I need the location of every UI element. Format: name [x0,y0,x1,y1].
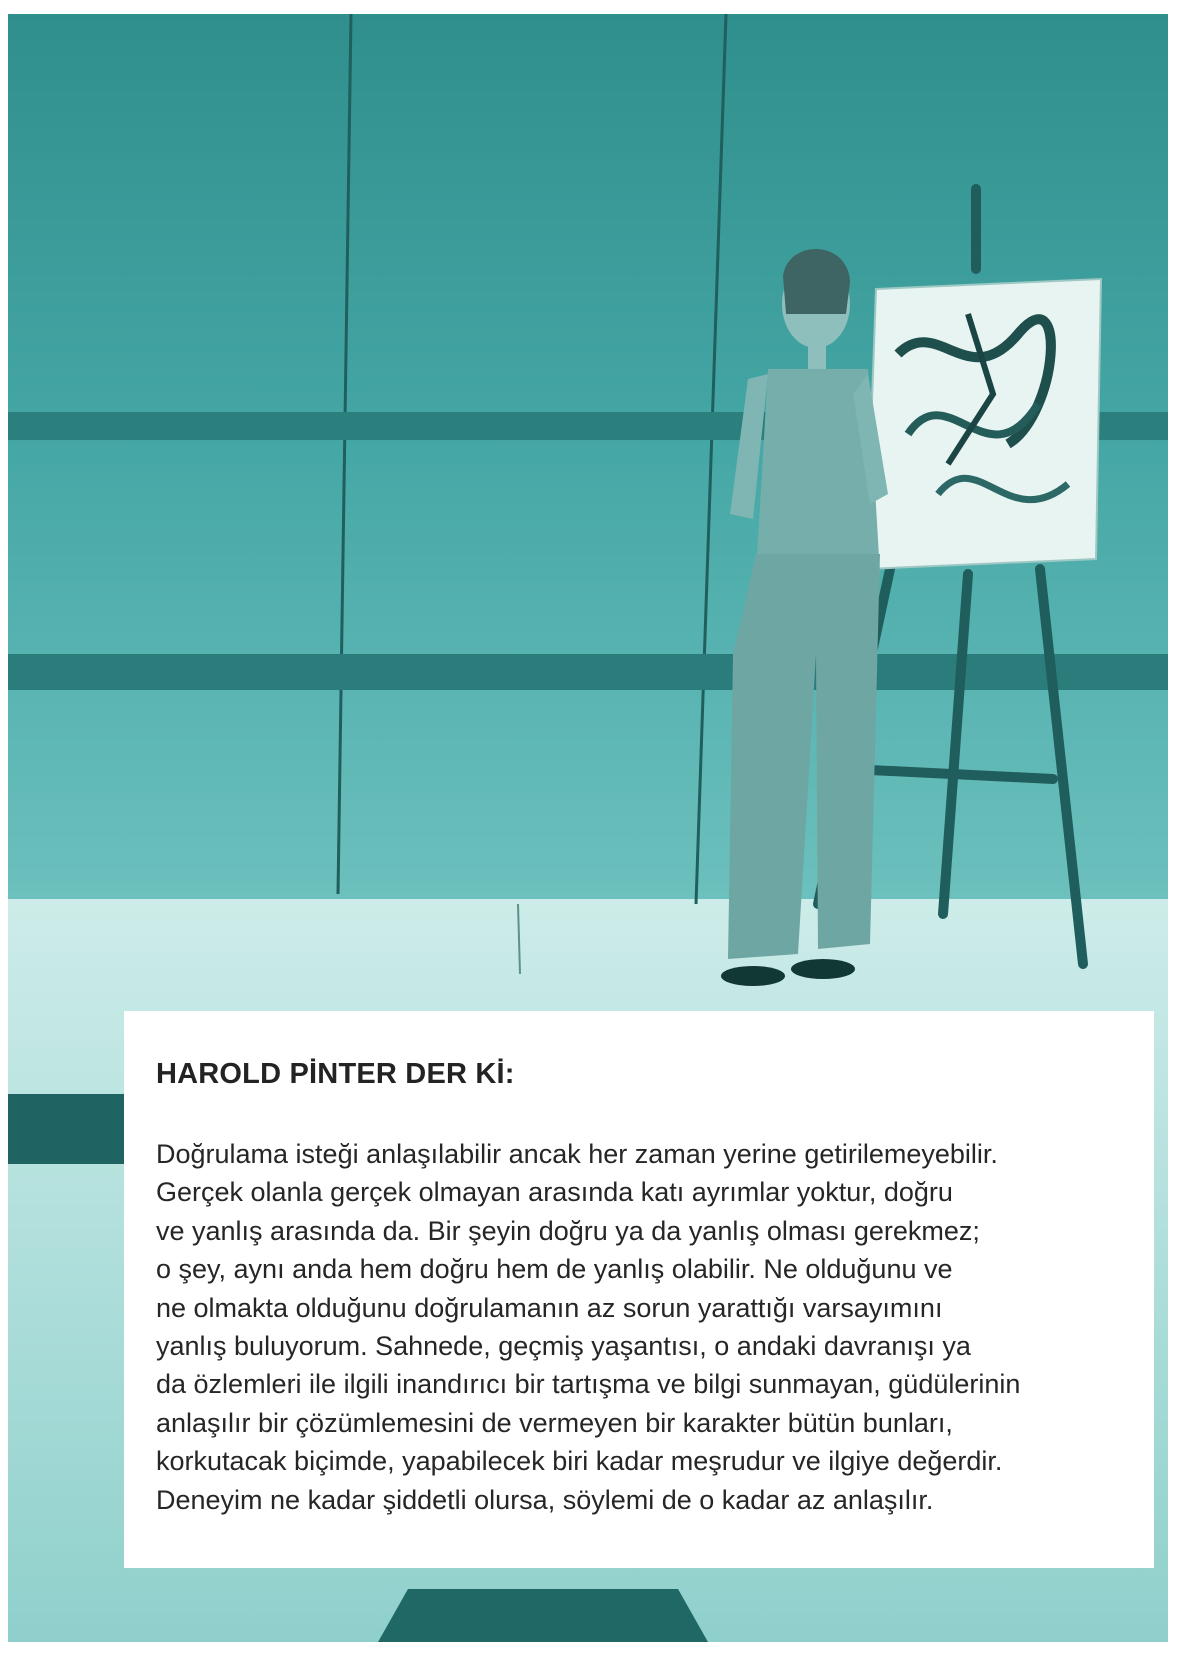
quote-title: HAROLD PİNTER DER Kİ: [156,1058,515,1090]
canvas-painting-icon [866,279,1101,569]
quote-box [124,1011,1154,1568]
wall-stripe [8,1094,138,1164]
wall-stripe [8,654,1168,690]
quote-body: Doğrulama isteği anlaşılabilir ancak her zaman yerine getirilemeyebilir. Gerçek olanla gerçek olmayan arasında katı ayrımlar yoktur, doğru ve yanlış arasında da. Bir şeyin doğru ya da yanlış olması gerekmez; o şey, aynı anda hem doğru hem de yanlış olabilir. Ne olduğunu ve ne olmakta olduğunu doğrulamanın az sorun yarattığı varsayımını yanlış buluyorum. Sahnede, geçmiş yaşantısı, o andaki davranışı ya da özlemleri ile ilgili inandırıcı bir tartışma ve bilgi sunmayan, güdülerinin anlaşılır bir çözümlemesini de vermeyen bir karakter bütün bunları, korkutacak biçimde, yapabilecek biri kadar meşrudur ve ilgiye değerdir. Deneyim ne kadar şiddetli olursa, söylemi de o kadar az anlaşılır. [156,1138,1021,1515]
